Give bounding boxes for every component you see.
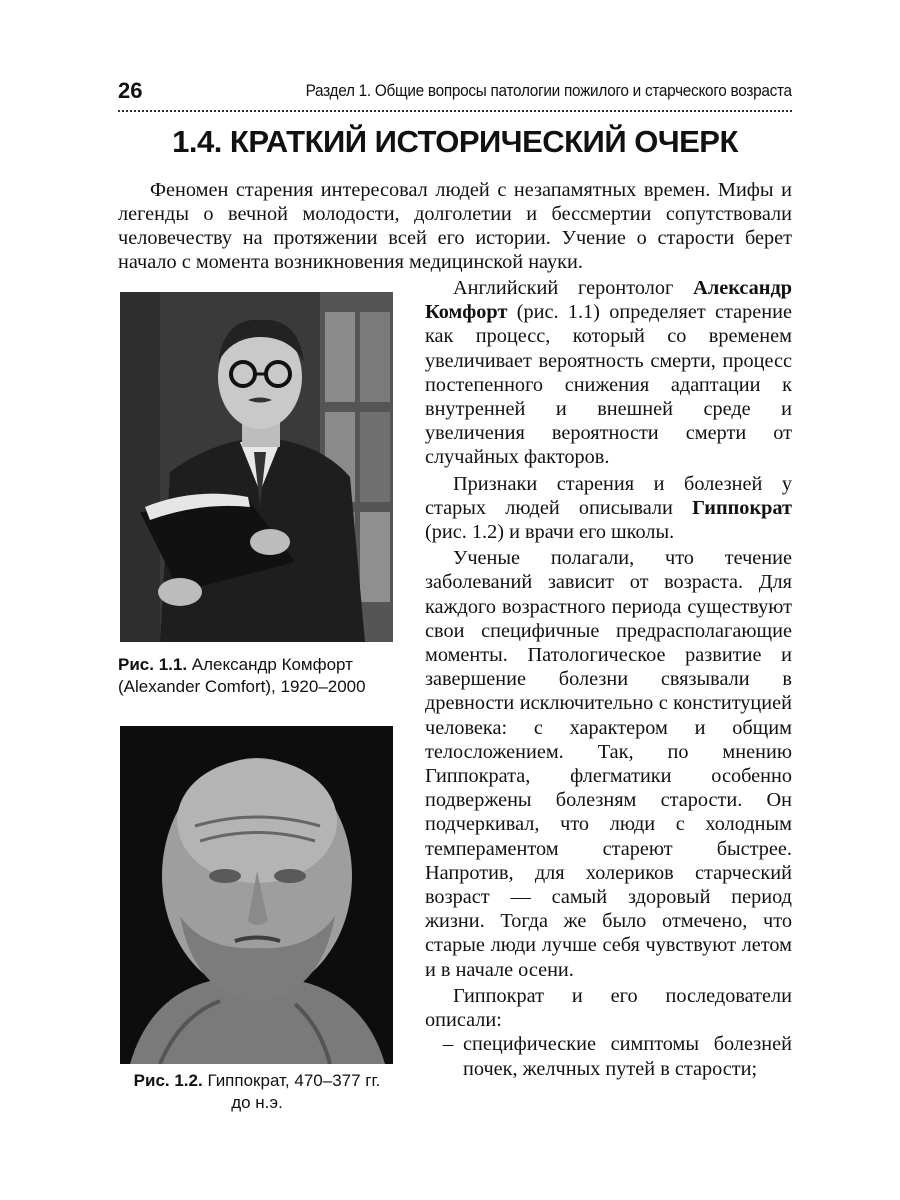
list-item-text: специфические симптомы болезней почек, желчных путей в старости;: [463, 1033, 792, 1080]
figure-1-2-caption: [118, 1070, 396, 1114]
right-column: [425, 276, 792, 1081]
paragraph-scientists: Ученые полагали, что течение заболеваний зависит от возраста. Для каждого возрастного периода существуют свои специфичные предрасполагающие моменты. Патологическое развитие и завершение болезни связывали в древности исключительно с конституцией человека: с характером и общим телосложением. Так, по мнению Гиппократа, флегматики особенно подвержены болезням старости. Он подчеркивал, что люди с холодным темпераментом стареют быстрее. Напротив, для холериков старческий возраст — самый здоровый период жизни. Тогда же было отмечено, что старые люди лучше себя чувствуют летом и в начале осени.: [425, 547, 792, 981]
hippocrates-name: Гиппократ: [692, 496, 792, 519]
figure-1-2-photo: [120, 726, 393, 1064]
paragraph-comfort-rest: (рис. 1.1) определяет старение как процесс, который со временем увеличивает вероятность смерти, процесс постепенного снижения адаптации к внутренней и внешней среде и увеличения вероятности смерти от случайных факторов.: [425, 301, 792, 469]
figure-1-2-text-line1: Гиппократ, 470–377 гг.: [207, 1071, 381, 1090]
figure-1-1-photo: [120, 292, 393, 642]
comfort-name: Александр Комфорт: [425, 277, 792, 324]
figure-1-1-caption: [118, 654, 403, 698]
page-header: [118, 76, 792, 112]
intro-paragraph: Феномен старения интересовал людей с незапамятных времен. Мифы и легенды о вечной молодости, долголетии и бессмертии сопутствовали человечеству на протяжении всей его истории. Учение о старости берет начало с момента возникновения медицинской науки.: [118, 179, 792, 273]
hippocrates-bust-image: [120, 726, 393, 1064]
paragraph-comfort-lead: Английский геронтолог: [453, 277, 694, 299]
running-head: Раздел 1. Общие вопросы патологии пожилого и старческого возраста: [305, 82, 792, 100]
figure-1-1-text: Александр Комфорт (Alexander Comfort), 1920–2000: [118, 655, 366, 696]
comfort-portrait-image: [120, 292, 393, 642]
section-title: 1.4. КРАТКИЙ ИСТОРИЧЕСКИЙ ОЧЕРК: [172, 124, 738, 159]
figure-1-2-text-line2: до н.э.: [231, 1093, 283, 1112]
paragraph-comfort: [425, 276, 792, 470]
list-item: [425, 1032, 792, 1080]
figure-1-2-label: Рис. 1.2.: [133, 1071, 203, 1090]
paragraph-hippocrates-lead: Признаки старения и болезней у старых людей описывали: [425, 472, 792, 519]
paragraph-followers: Гиппократ и его последователи описали:: [425, 984, 792, 1032]
figure-1-1-label: Рис. 1.1.: [118, 655, 188, 674]
paragraph-hippocrates: [425, 472, 792, 545]
list-dash: –: [443, 1033, 454, 1056]
paragraph-hippocrates-rest: (рис. 1.2) и врачи его школы.: [425, 521, 675, 544]
page-number: 26: [118, 78, 143, 103]
